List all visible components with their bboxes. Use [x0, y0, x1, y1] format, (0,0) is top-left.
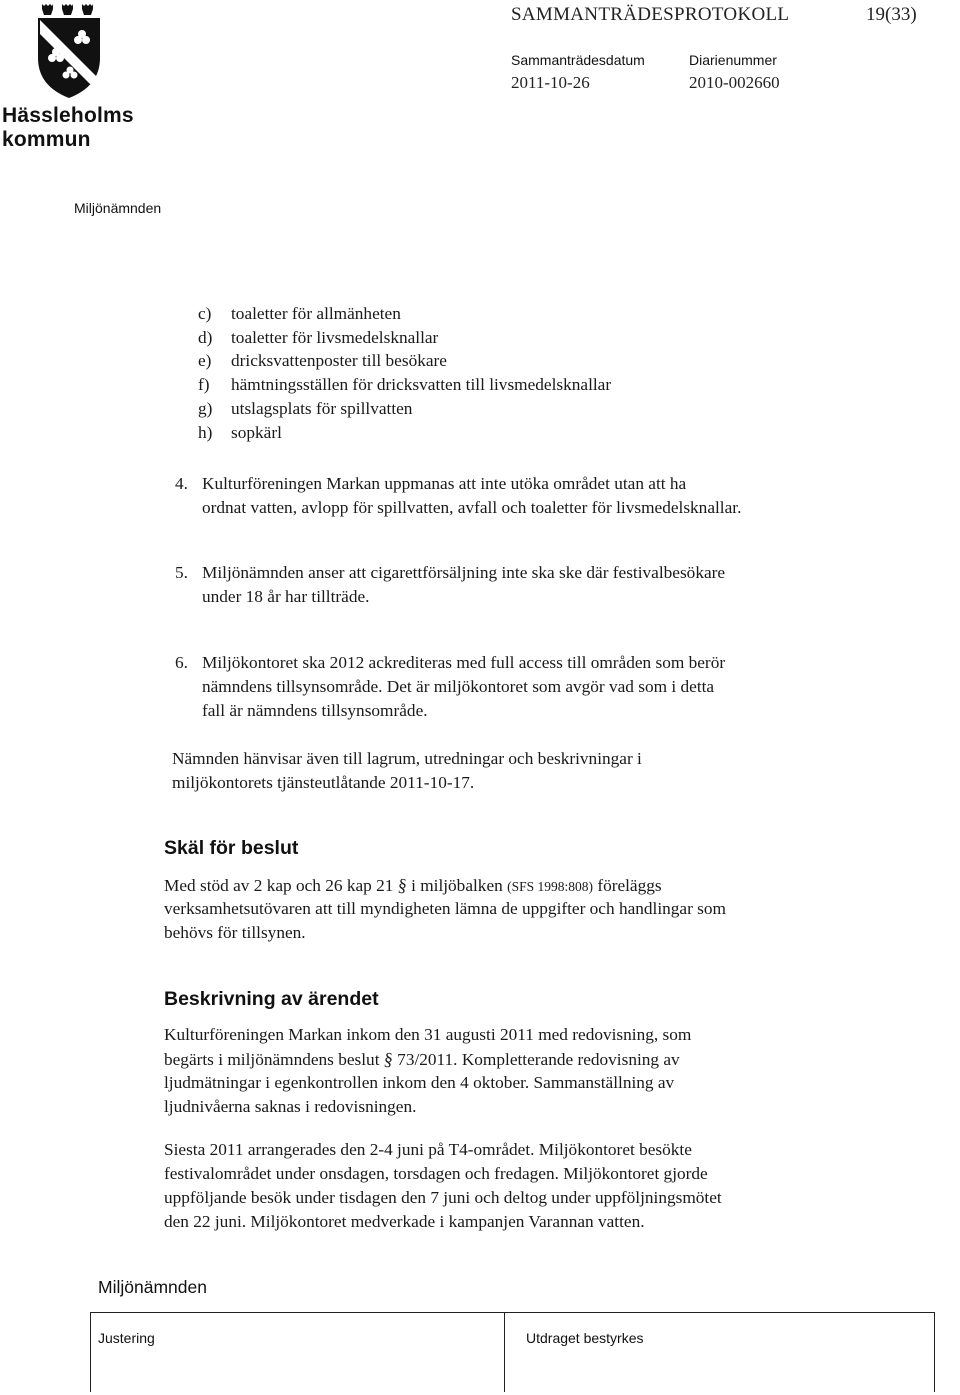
signature-label-certified-copy: Utdraget bestyrkes — [526, 1330, 644, 1346]
item-number: 4. — [175, 474, 188, 493]
reasons-line: behövs för tillsynen. — [164, 923, 306, 942]
committee-name-footer: Miljönämnden — [98, 1277, 207, 1297]
description-line: ljudmätningar i egenkontrollen inkom den 4 oktober. Sammanställning av — [164, 1073, 675, 1092]
footer-divider-right — [934, 1312, 935, 1392]
sfs-reference: (SFS 1998:808) — [507, 879, 593, 894]
item-number: 6. — [175, 653, 188, 672]
item-line: Miljönämnden anser att cigarettförsäljning inte ska ske där festivalbesökare — [202, 563, 726, 582]
footer-top-rule — [90, 1312, 935, 1313]
section-heading-description: Beskrivning av ärendet — [164, 988, 379, 1010]
description-line: Siesta 2011 arrangerades den 2-4 juni på T4-området. Miljökontoret besökte — [164, 1140, 692, 1159]
logo-wordmark-line1: Hässleholms — [2, 104, 134, 127]
meeting-date-label: Sammanträdesdatum — [511, 52, 645, 68]
section-sign-mark: § — [382, 1048, 395, 1070]
reasons-line: verksamhetsutövaren att till myndigheten lämna de uppgifter och handlingar som — [164, 899, 726, 918]
section-heading-reasons: Skäl för beslut — [164, 837, 299, 859]
description-line: festivalområdet under onsdagen, torsdagen och fredagen. Miljökontoret gjorde — [164, 1164, 708, 1183]
signature-label-justering: Justering — [98, 1330, 155, 1346]
page-number: 19(33) — [866, 4, 917, 25]
description-line: Kulturföreningen Markan inkom den 31 augusti 2011 med redovisning, som — [164, 1025, 692, 1044]
description-line: uppföljande besök under tisdagen den 7 juni och deltog under uppföljningsmötet — [164, 1188, 722, 1207]
paragraph-line: miljökontorets tjänsteutlåtande 2011-10-17. — [172, 773, 475, 792]
item-number: 5. — [175, 563, 188, 582]
description-line: begärts i miljönämndens beslut § 73/2011. Kompletterande redovisning av — [164, 1048, 680, 1070]
logo-wordmark-line2: kommun — [2, 128, 91, 151]
item-line: under 18 år har tillträde. — [202, 587, 370, 606]
meeting-date-value: 2011-10-26 — [511, 73, 590, 92]
footer-divider-left — [90, 1312, 91, 1392]
item-line: nämndens tillsynsområde. Det är miljökontoret som avgör vad som i detta — [202, 677, 715, 696]
description-line: den 22 juni. Miljökontoret medverkade i kampanjen Varannan vatten. — [164, 1212, 645, 1231]
item-line: Miljökontoret ska 2012 ackrediteras med full access till områden som berör — [202, 653, 726, 672]
item-line: Kulturföreningen Markan uppmanas att inte utöka området utan att ha — [202, 474, 687, 493]
section-sign-mark: § — [396, 874, 409, 896]
item-line: ordnat vatten, avlopp för spillvatten, avfall och toaletter för livsmedelsknallar. — [202, 498, 742, 517]
item-line: fall är nämndens tillsynsområde. — [202, 701, 428, 720]
diary-number-label: Diarienummer — [689, 52, 777, 68]
footer-divider-middle — [504, 1312, 505, 1392]
committee-name-header: Miljönämnden — [74, 200, 162, 216]
description-line: ljudnivåerna saknas i redovisningen. — [164, 1097, 417, 1116]
diary-number-value: 2010-002660 — [689, 73, 780, 92]
reasons-line: Med stöd av 2 kap och 26 kap 21 § i miljöbalken (SFS 1998:808) föreläggs — [164, 874, 662, 896]
document-title: SAMMANTRÄDESPROTOKOLL — [511, 4, 790, 25]
paragraph-line: Nämnden hänvisar även till lagrum, utredningar och beskrivningar i — [172, 749, 642, 768]
